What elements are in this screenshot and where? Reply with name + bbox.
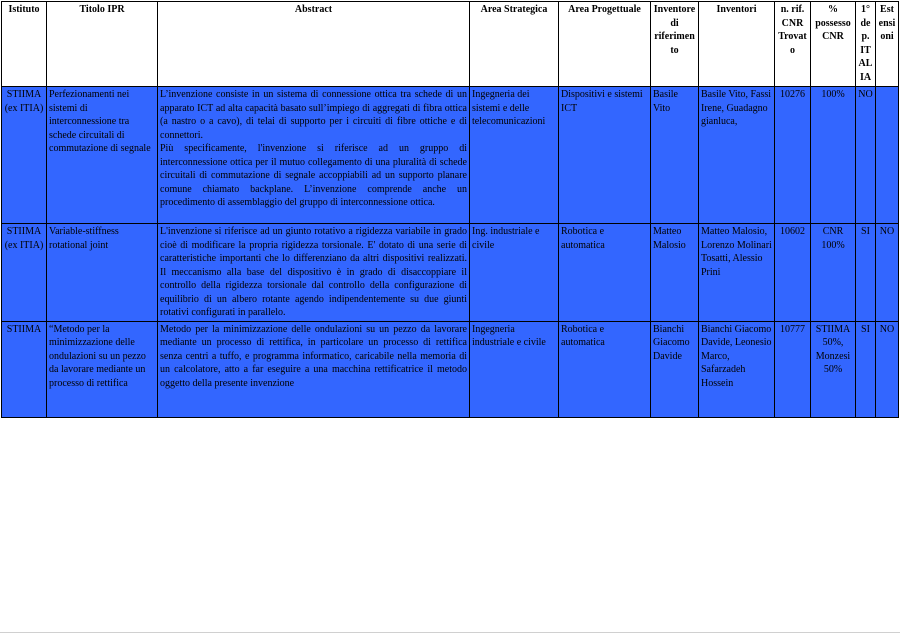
header-titolo: Titolo IPR	[47, 2, 158, 87]
header-possesso: % possesso CNR	[811, 2, 856, 87]
cell-possesso: 100%	[811, 87, 856, 224]
abstract-paragraph: Più specificamente, l'invenzione si riferisce ad un gruppo di interconnessione ottica per il mutuo collegamento di una pluralità di schede circuitali di commutazione di segnale accoppiabili ad un supporto planare comune chiamato backplane. L’invenzione comprende anche un procedimento di assemblaggio del gruppo di interconnessione ottica.	[160, 143, 467, 208]
cell-area-strategica: Ingegneria dei sistemi e delle telecomunicazioni	[470, 87, 559, 224]
cell-area-progettuale: Robotica e automatica	[559, 321, 651, 417]
cell-titolo: Variable-stiffness rotational joint	[47, 224, 158, 322]
cell-inventore-rif: Matteo Malosio	[651, 224, 699, 322]
table-row	[2, 87, 899, 224]
cell-inventore-rif: Bianchi Giacomo Davide	[651, 321, 699, 417]
cell-estensioni: NO	[876, 224, 899, 322]
header-inventore-rif: Inventore di riferimento	[651, 2, 699, 87]
header-primo-dep: 1° dep. ITALIA	[856, 2, 876, 87]
cell-istituto: STIIMA (ex ITIA)	[2, 224, 47, 322]
cell-area-progettuale: Robotica e automatica	[559, 224, 651, 322]
cell-inventore-rif: Basile Vito	[651, 87, 699, 224]
cell-primo-dep: SI	[856, 224, 876, 322]
cell-estensioni	[876, 87, 899, 224]
cell-n-rif: 10602	[775, 224, 811, 322]
cell-istituto: STIIMA (ex ITIA)	[2, 87, 47, 224]
header-estensioni: Estensioni	[876, 2, 899, 87]
header-n-rif: n. rif. CNR Trovato	[775, 2, 811, 87]
cell-n-rif: 10276	[775, 87, 811, 224]
abstract-paragraph: Metodo per la minimizzazione delle ondulazioni su un pezzo da lavorare mediante un processo di rettifica, in particolare un processo di rettifica senza centri a tuffo, e programma informatico, caricabile nella memoria di un calcolatore, atto a far eseguire a una macchina rettificatrice il metodo oggetto della presente invenzione	[160, 323, 467, 389]
header-row	[2, 2, 899, 87]
header-inventori: Inventori	[699, 2, 775, 87]
cell-abstract	[158, 87, 470, 224]
cell-abstract	[158, 224, 470, 322]
cell-primo-dep: NO	[856, 87, 876, 224]
header-area-strategica: Area Strategica	[470, 2, 559, 87]
cell-abstract	[158, 321, 470, 417]
table-row	[2, 224, 899, 322]
cell-istituto: STIIMA	[2, 321, 47, 417]
table-row	[2, 321, 899, 417]
page-bottom-divider	[0, 632, 900, 633]
abstract-paragraph: L’invenzione consiste in un sistema di connessione ottica tra schede di un apparato ICT ad alta capacità basato sull’impiego di aggregati di fibra ottica (a nastro o a cavo), di telai di supporto per i circuiti di fibre ottiche e di connettori.	[160, 89, 467, 141]
cell-possesso: STIIMA 50%, Monzesi 50%	[811, 321, 856, 417]
cell-area-strategica: Ingegneria industriale e civile	[470, 321, 559, 417]
cell-inventori: Matteo Malosio, Lorenzo Molinari Tosatti, Alessio Prini	[699, 224, 775, 322]
cell-possesso: CNR 100%	[811, 224, 856, 322]
abstract-paragraph: L'invenzione si riferisce ad un giunto rotativo a rigidezza variabile in grado cioè di modificare la propria rigidezza torsionale. E' dotato di una serie di caratteristiche importanti che lo differenziano da altri dispositivi realizzati. Il meccanismo alla base del dispositivo è in grado di disaccoppiare il controllo della rigidezza torsionale dal controllo della configurazione di equilibrio di un albero rotante agendo indipendentemente su due giunti rotativi configurati in parallelo.	[160, 226, 467, 318]
cell-area-strategica: Ing. industriale e civile	[470, 224, 559, 322]
header-abstract: Abstract	[158, 2, 470, 87]
ipr-table	[1, 1, 899, 418]
cell-area-progettuale: Dispositivi e sistemi ICT	[559, 87, 651, 224]
cell-n-rif: 10777	[775, 321, 811, 417]
cell-inventori: Bianchi Giacomo Davide, Leonesio Marco, Safarzadeh Hossein	[699, 321, 775, 417]
cell-estensioni: NO	[876, 321, 899, 417]
cell-titolo: Perfezionamenti nei sistemi di interconnessione tra schede circuitali di commutazione di segnale	[47, 87, 158, 224]
cell-inventori: Basile Vito, Fassi Irene, Guadagno gianluca,	[699, 87, 775, 224]
cell-primo-dep: SI	[856, 321, 876, 417]
header-istituto: Istituto	[2, 2, 47, 87]
cell-titolo: “Metodo per la minimizzazione delle ondulazioni su un pezzo da lavorare mediante un processo di rettifica	[47, 321, 158, 417]
header-area-progettuale: Area Progettuale	[559, 2, 651, 87]
